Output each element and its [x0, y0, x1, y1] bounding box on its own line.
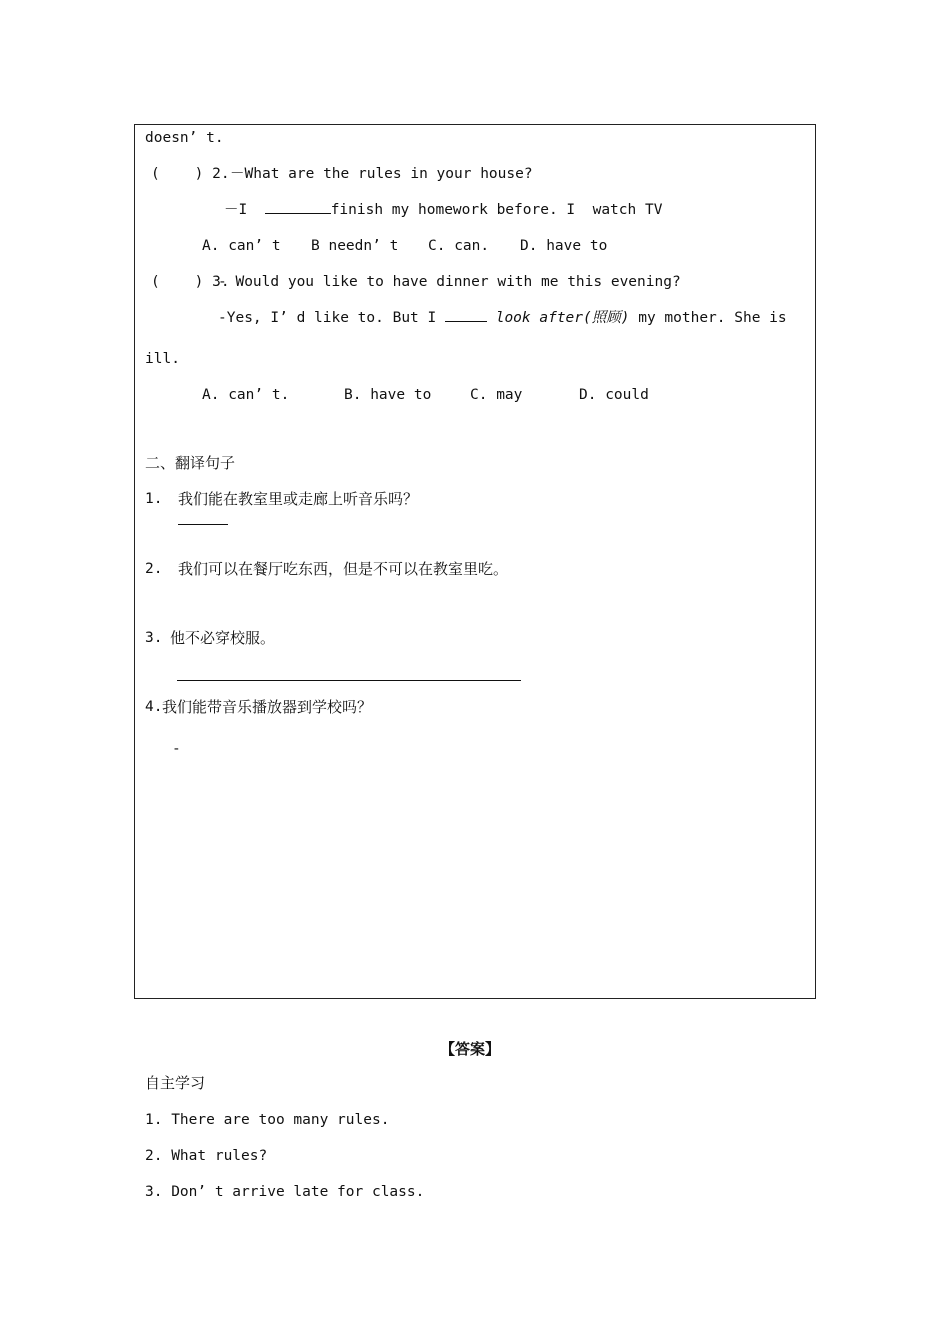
q3-option-c: C. may [470, 387, 523, 403]
q2-option-c: C. can. [428, 238, 490, 254]
translate-item-1-text: 我们能在教室里或走廊上听音乐吗？ [178, 490, 419, 508]
translate-item-4-num: 4. [145, 699, 163, 715]
translate-item-3-num: 3. [145, 630, 163, 646]
q2-blank[interactable] [265, 201, 331, 214]
q2-option-a: A. can’ t [202, 238, 281, 254]
answer-item-2: 2. What rules? [145, 1148, 268, 1164]
answer-item-1: 1. There are too many rules. [145, 1112, 390, 1128]
continuation-text: doesn’ t. [145, 130, 224, 146]
q2-answer-prefix: －I [224, 202, 248, 218]
q2-answer-suffix: finish my homework before. I watch TV [330, 202, 663, 218]
answer-line-1[interactable] [178, 524, 228, 525]
q3-answer-line2: ill. [145, 351, 180, 367]
q3-blank[interactable] [445, 309, 487, 322]
q2-option-d: D. have to [520, 238, 608, 254]
answer-dash-4: - [172, 741, 181, 757]
q3-option-d: D. could [579, 387, 649, 403]
q3-question: - Would you like to have dinner with me this evening? [218, 274, 681, 290]
answers-subtitle: 自主学习 [145, 1074, 206, 1092]
answer-item-3: 3. Don’ t arrive late for class. [145, 1184, 425, 1200]
q2-option-b: B needn’ t [311, 238, 399, 254]
q3-option-b: B. have to [344, 387, 432, 403]
answers-title: 【答案】 [440, 1040, 501, 1058]
answer-line-3[interactable] [177, 680, 521, 681]
translate-item-2-num: 2. [145, 561, 163, 577]
translate-item-2-text: 我们可以在餐厅吃东西，但是不可以在教室里吃。 [178, 560, 509, 578]
q3-answer-suffix: my mother. She is [638, 310, 787, 326]
q3-answer-italic: look after(照顾) [495, 310, 630, 326]
translate-item-3-text: 他不必穿校服。 [170, 629, 276, 647]
q2-answer-line [224, 201, 662, 219]
q3-answer-line [218, 309, 787, 327]
q2-question: －What are the rules in your house? [230, 166, 533, 182]
translate-item-4-text: 我们能带音乐播放器到学校吗？ [162, 698, 373, 716]
translate-item-1-num: 1. [145, 491, 163, 507]
q3-option-a: A. can’ t. [202, 387, 290, 403]
q3-answer-prefix: -Yes, I’ d like to. But I [218, 310, 437, 326]
section2-title: 二、翻译句子 [145, 454, 236, 472]
q3-number: ( ) 3. [151, 274, 230, 290]
q2-number: ( ) 2. [151, 166, 230, 182]
